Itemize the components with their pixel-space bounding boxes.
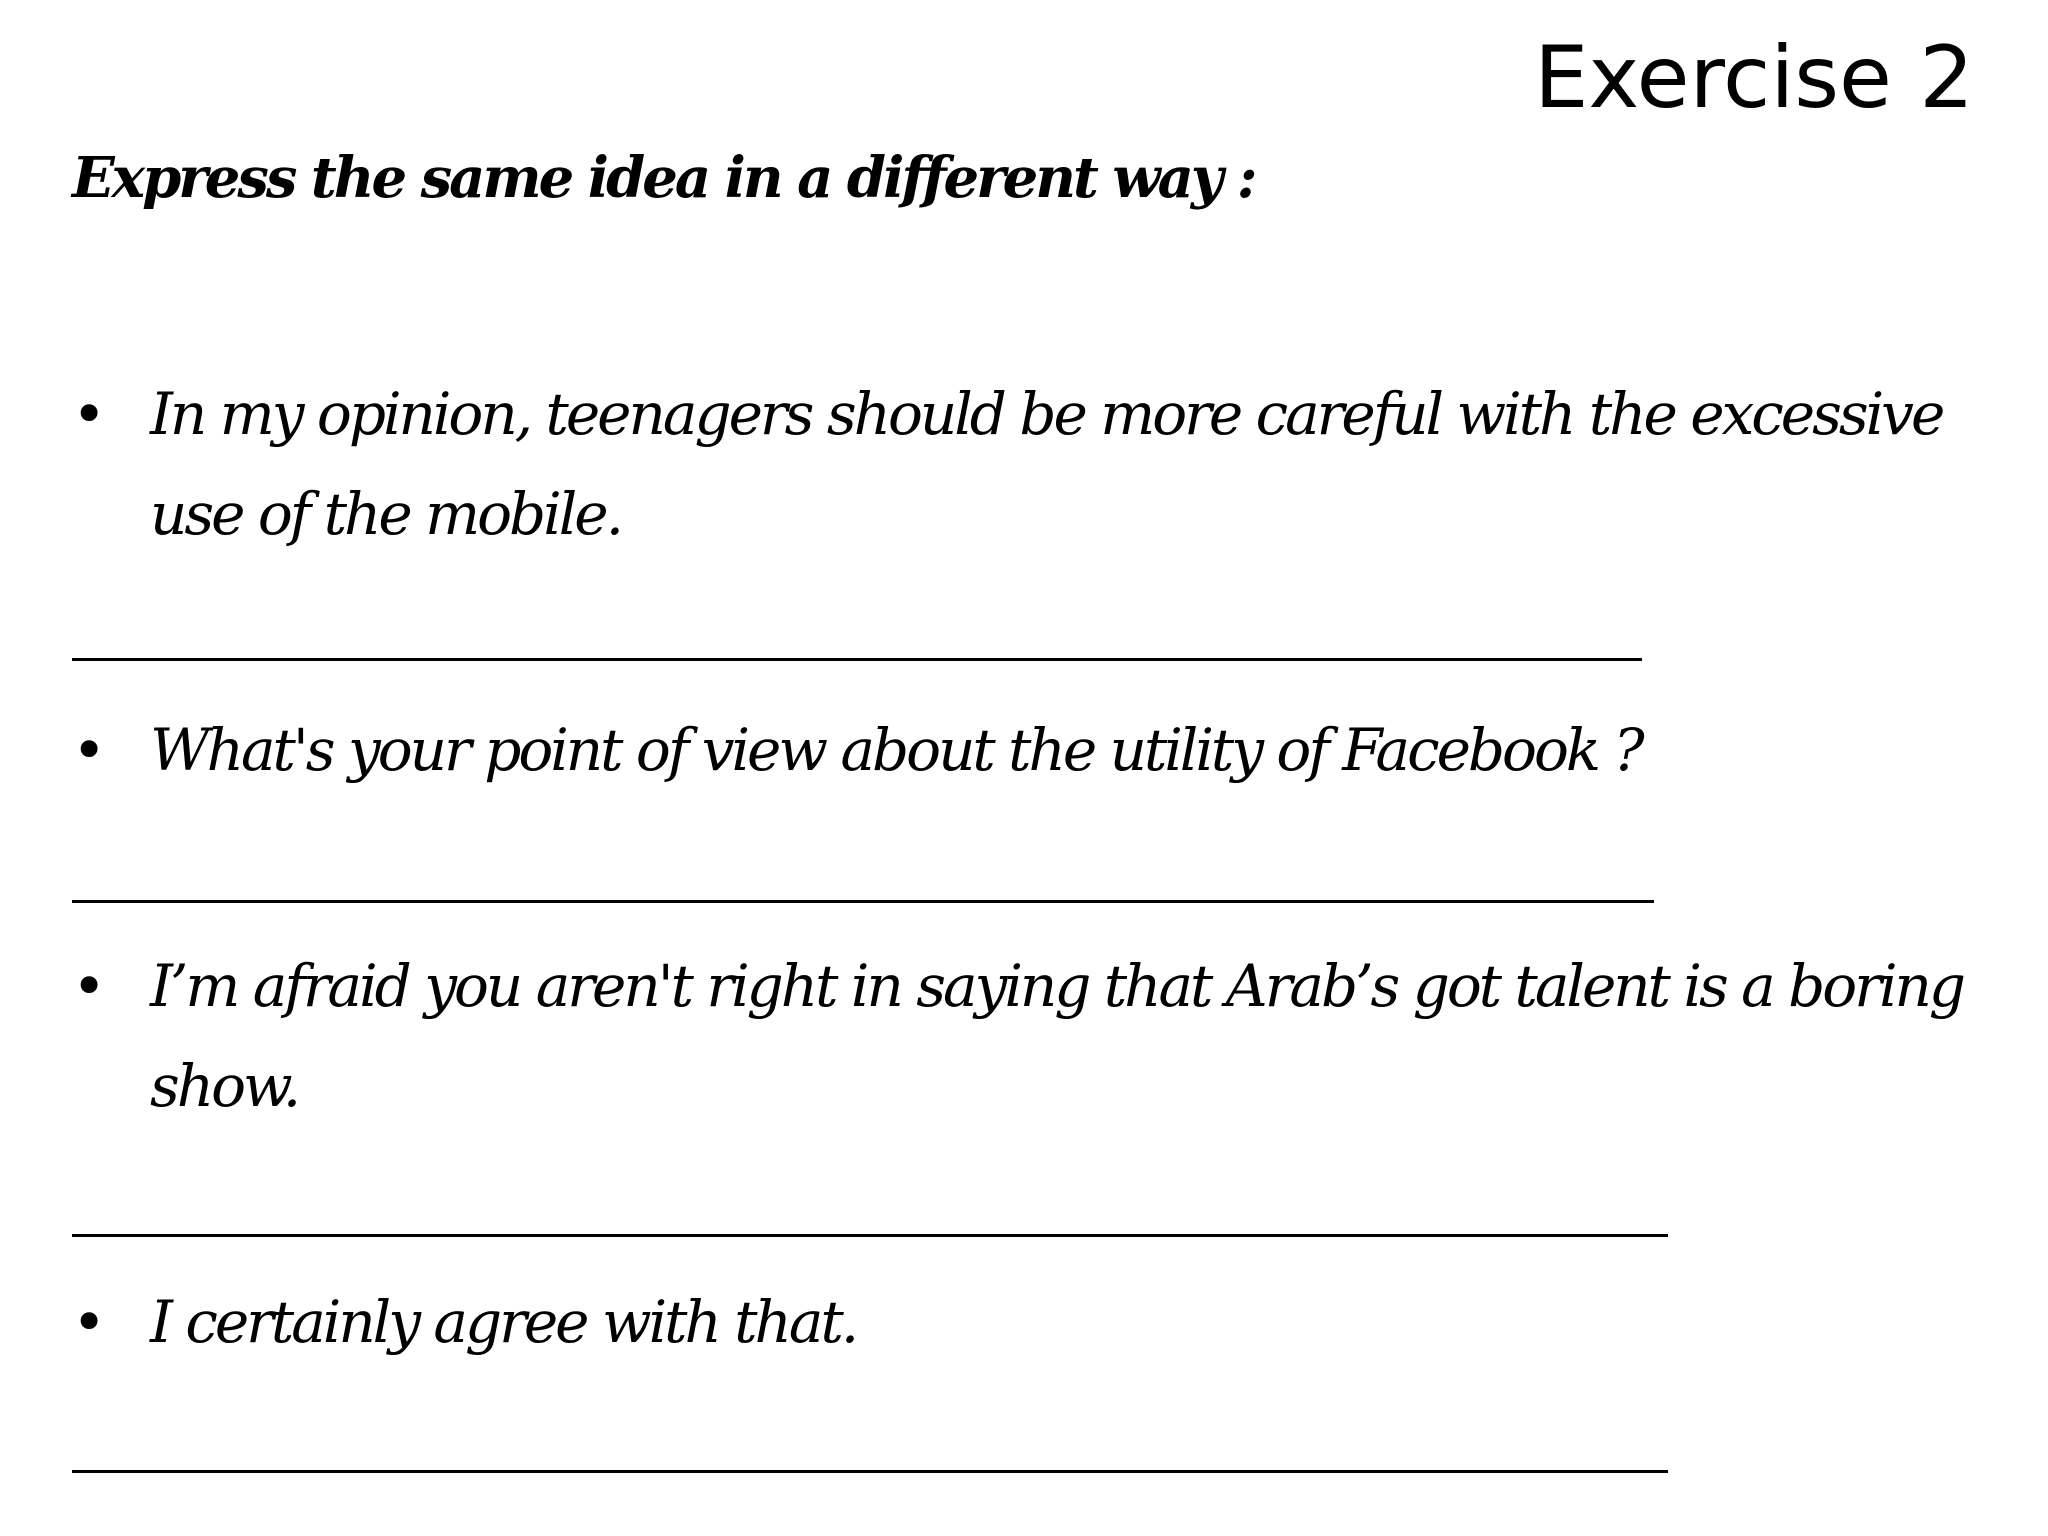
bullet-icon: •	[72, 1288, 107, 1356]
exercise-instruction: Express the same idea in a different way :	[72, 145, 1255, 211]
answer-line-3[interactable]	[72, 1234, 1668, 1237]
exercise-item-text: I’m afraid you aren't right in saying that Arab’s got talent is a boring show.	[150, 952, 1963, 1120]
exercise-item-text: What's your point of view about the utility of Facebook ?	[150, 716, 1642, 784]
exercise-title: Exercise 2	[1534, 28, 1974, 128]
exercise-item-text: In my opinion, teenagers should be more careful with the excessive use of the mobile.	[150, 380, 1943, 548]
answer-line-2[interactable]	[72, 900, 1654, 903]
bullet-icon: •	[72, 716, 107, 784]
bullet-icon: •	[72, 952, 107, 1020]
answer-line-4[interactable]	[72, 1470, 1668, 1473]
bullet-icon: •	[72, 380, 107, 448]
exercise-item-text: I certainly agree with that.	[150, 1288, 857, 1356]
answer-line-1[interactable]	[72, 658, 1642, 661]
